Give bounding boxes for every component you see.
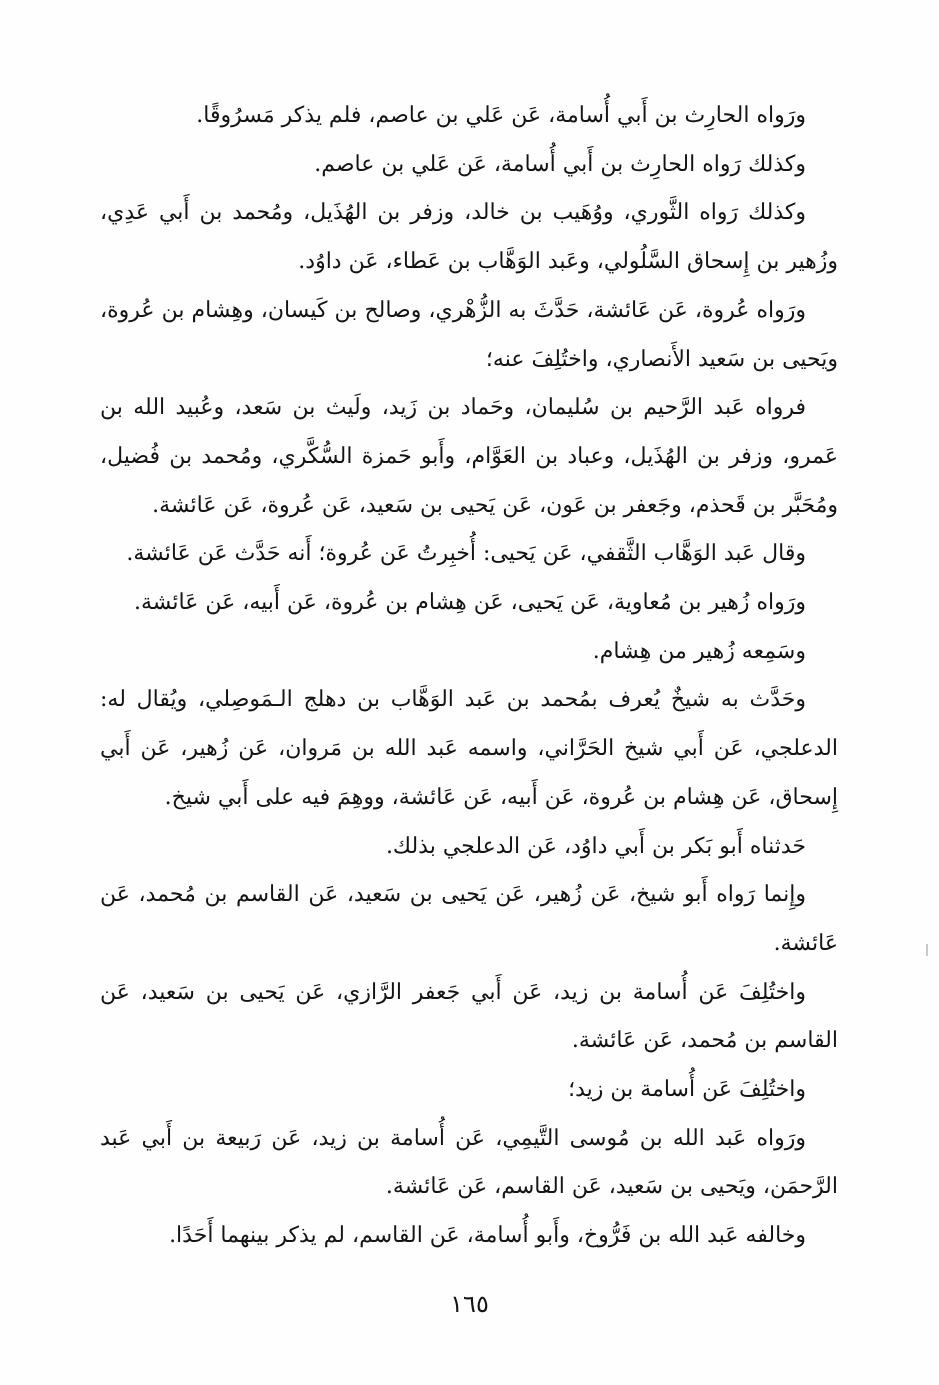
page-number: ١٦٥ xyxy=(450,1290,489,1318)
paragraph-1: ورَواه الحارِث بن أَبي أُسامة، عَن عَلي بن عاصم، فلم يذكر مَسرُوقًا. xyxy=(196,103,806,128)
margin-mark xyxy=(926,944,928,956)
paragraph-6: وقال عَبد الوَهَّاب الثَّقفي، عَن يَحيى: أُخبِرتُ عَن عُروة؛ أَنه حَدَّث عَن عَائشة. xyxy=(126,541,806,567)
paragraph-3: وكذلك رَواه الثَّوري، ووُهَيب بن خالد، وزفر بن الهُذَيل، ومُحمد بن أَبي عَدِي، وزُهير بن إِسحاق السَّلُولي، وعَبد الوَهَّاب بن عَطاء، عَن داوُد. xyxy=(100,200,838,275)
paragraph-5: فرواه عَبد الرَّحيم بن سُليمان، وحَماد بن زَيد، ولَيث بن سَعد، وعُبيد الله بن عَمرو، وزفر بن الهُذَيل، وعباد بن العَوَّام، وأَبو حَمزة السُّكَّري، ومُحمد بن فُضيل، ومُحَبَّر بن قَحذم، وجَعفر بن عَون، عَن يَحيى بن سَعيد، عَن عُروة، عَن عَائشة. xyxy=(100,395,838,518)
body-text xyxy=(100,92,838,1261)
paragraph-12: واختُلِفَ عَن أُسامة بن زيد، عَن أَبي جَعفر الرَّازي، عَن يَحيى بن سَعيد، عَن القاسم بن مُحمد، عَن عَائشة. xyxy=(100,979,838,1054)
paragraph-8: وسَمِعه زُهير من هِشام. xyxy=(592,638,806,664)
paragraph-7: ورَواه زُهير بن مُعاوية، عَن يَحيى، عَن هِشام بن عُروة، عَن أَبيه، عَن عَائشة. xyxy=(133,590,806,616)
paragraph-10: حَدثناه أَبو بَكر بن أَبي داوُد، عَن الدعلجي بذلك. xyxy=(385,833,806,859)
paragraph-15: وخالفه عَبد الله بن فَرُّوخ، وأَبو أُسامة، عَن القاسم، لم يذكر بينهما أَحَدًا. xyxy=(169,1223,806,1249)
paragraph-14: ورَواه عَبد الله بن مُوسى التَّيمِي، عَن أُسامة بن زيد، عَن رَبيعة بن أَبي عَبد الرَّحمَن، ويَحيى بن سَعيد، عَن القاسم، عَن عَائشة. xyxy=(100,1125,838,1200)
paragraph-9: وحَدَّث به شيخٌ يُعرف بمُحمد بن عَبد الوَهَّاب بن دهلج الـمَوصِلي، ويُقال له: الدعلجي، عَن أَبي شيخ الحَرَّاني، واسمه عَبد الله بن مَروان، عَن زُهير، عَن أَبي إِسحاق، عَن هِشام بن عُروة، عَن أَبيه، عَن عَائشة، ووهِمَ فيه على أَبي شيخ. xyxy=(100,687,838,810)
paragraph-11: وإِنما رَواه أَبو شيخ، عَن زُهير، عَن يَحيى بن سَعيد، عَن القاسم بن مُحمد، عَن عَائشة. xyxy=(100,882,838,956)
paragraph-13: واختُلِفَ عَن أُسامة بن زيد؛ xyxy=(568,1077,806,1103)
paragraph-2: وكذلك رَواه الحارِث بن أَبي أُسامة، عَن عَلي بن عاصم. xyxy=(314,151,806,177)
paragraph-4: ورَواه عُروة، عَن عَائشة، حَدَّثَ به الزُّهْري، وصالح بن كَيسان، وهِشام بن عُروة، ويَحيى بن سَعيد الأَنصاري، واختُلِفَ عنه؛ xyxy=(100,297,838,372)
